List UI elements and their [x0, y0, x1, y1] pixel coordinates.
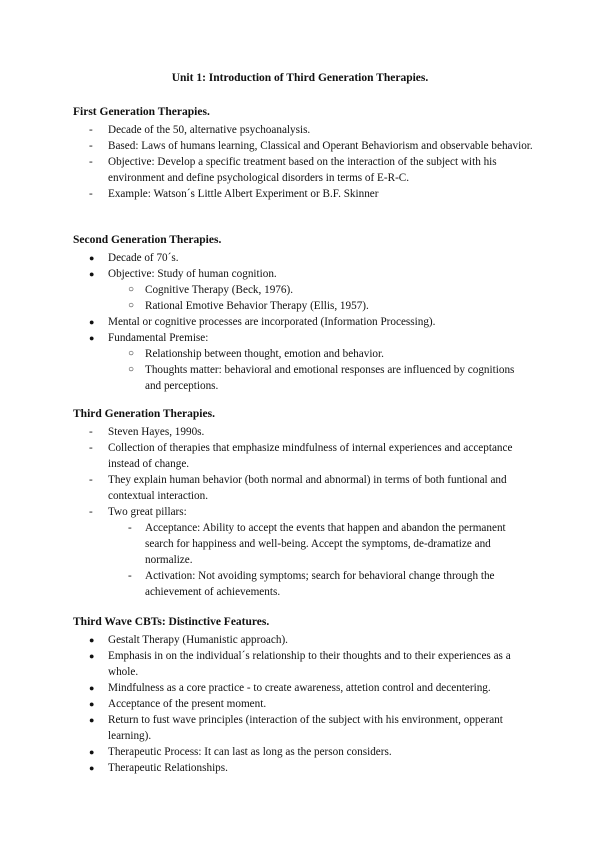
- list-item: ● Therapeutic Process: It can last as long as the person considers.: [89, 746, 392, 758]
- sub-list-item: ○ Cognitive Therapy (Beck, 1976).: [128, 284, 293, 296]
- dash-marker: -: [128, 570, 132, 582]
- bullet-marker: ●: [89, 253, 95, 263]
- bullet-marker: ●: [89, 747, 95, 757]
- list-item: ● Acceptance of the present moment.: [89, 698, 267, 710]
- sub-list-item: - Activation: Not avoiding symptoms; search for behavioral change through the achievement of achievements.: [128, 570, 495, 598]
- dash-marker: -: [89, 474, 93, 486]
- list-item: ● Mindfulness as a core practice - to create awareness, attetion control and decentering.: [89, 682, 491, 694]
- list-item: - Two great pillars:: [89, 506, 187, 518]
- circle-marker: ○: [128, 284, 135, 295]
- list-item: ● Emphasis in on the individual´s relationship to their thoughts and to their experiences as a whole.: [89, 650, 511, 678]
- bullet-marker: ●: [89, 333, 95, 343]
- list-item: ● Objective: Study of human cognition.: [89, 268, 277, 280]
- bullet-marker: ●: [89, 269, 95, 279]
- dash-marker: -: [89, 124, 93, 136]
- dash-marker: -: [89, 442, 93, 454]
- section-heading: Second Generation Therapies.: [73, 234, 222, 246]
- list-item: ● Decade of 70´s.: [89, 252, 179, 264]
- list-item: - Objective: Develop a specific treatment based on the interaction of the subject with his environment and define psychological disorders in terms of E-R-C.: [89, 156, 497, 184]
- dash-marker: -: [89, 156, 93, 168]
- list-item: ● Fundamental Premise:: [89, 332, 209, 344]
- section-second-generation: [73, 232, 533, 394]
- list-item: ● Therapeutic Relationships.: [89, 762, 228, 774]
- section-first-generation: [73, 104, 533, 202]
- sub-list-item: ○ Thoughts matter: behavioral and emotional responses are influenced by cognitions and perceptions.: [128, 364, 515, 392]
- bullet-marker: ●: [89, 651, 95, 661]
- list-item: ● Mental or cognitive processes are incorporated (Information Processing).: [89, 316, 436, 328]
- dash-marker: -: [89, 426, 93, 438]
- bullet-marker: ●: [89, 317, 95, 327]
- page-title: Unit 1: Introduction of Third Generation Therapies.: [171, 72, 429, 84]
- section-third-generation: [73, 406, 533, 600]
- sub-list-item: ○ Relationship between thought, emotion and behavior.: [128, 348, 384, 360]
- list-item: - Based: Laws of humans learning, Classical and Operant Behaviorism and observable behavior.: [89, 140, 533, 152]
- section-third-wave-cbts: [73, 614, 533, 776]
- circle-marker: ○: [128, 300, 135, 311]
- sub-list-item: ○ Rational Emotive Behavior Therapy (Ellis, 1957).: [128, 300, 369, 312]
- circle-marker: ○: [128, 348, 135, 359]
- section-heading: First Generation Therapies.: [73, 106, 210, 118]
- list-item: - Example: Watson´s Little Albert Experiment or B.F. Skinner: [89, 188, 379, 200]
- bullet-marker: ●: [89, 699, 95, 709]
- sub-list-item: - Acceptance: Ability to accept the events that happen and abandon the permanent search for happiness and well-being. Accept the symptoms, de-dramatize and normalize.: [128, 522, 506, 566]
- section-heading: Third Wave CBTs: Distinctive Features.: [73, 616, 270, 628]
- bullet-marker: ●: [89, 683, 95, 693]
- list-item: ● Return to fust wave principles (interaction of the subject with his environment, opperant learning).: [89, 714, 503, 742]
- dash-marker: -: [89, 140, 93, 152]
- list-item: - They explain human behavior (both normal and abnormal) in terms of both funtional and contextual interaction.: [89, 474, 507, 502]
- dash-marker: -: [128, 522, 132, 534]
- dash-marker: -: [89, 188, 93, 200]
- list-item: - Collection of therapies that emphasize mindfulness of internal experiences and acceptance instead of change.: [89, 442, 513, 470]
- section-heading: Third Generation Therapies.: [73, 408, 215, 420]
- bullet-marker: ●: [89, 635, 95, 645]
- bullet-marker: ●: [89, 763, 95, 773]
- list-item: - Steven Hayes, 1990s.: [89, 426, 205, 438]
- circle-marker: ○: [128, 364, 135, 375]
- list-item: ● Gestalt Therapy (Humanistic approach).: [89, 634, 288, 646]
- bullet-marker: ●: [89, 715, 95, 725]
- list-item: - Decade of the 50, alternative psychoanalysis.: [89, 124, 311, 136]
- dash-marker: -: [89, 506, 93, 518]
